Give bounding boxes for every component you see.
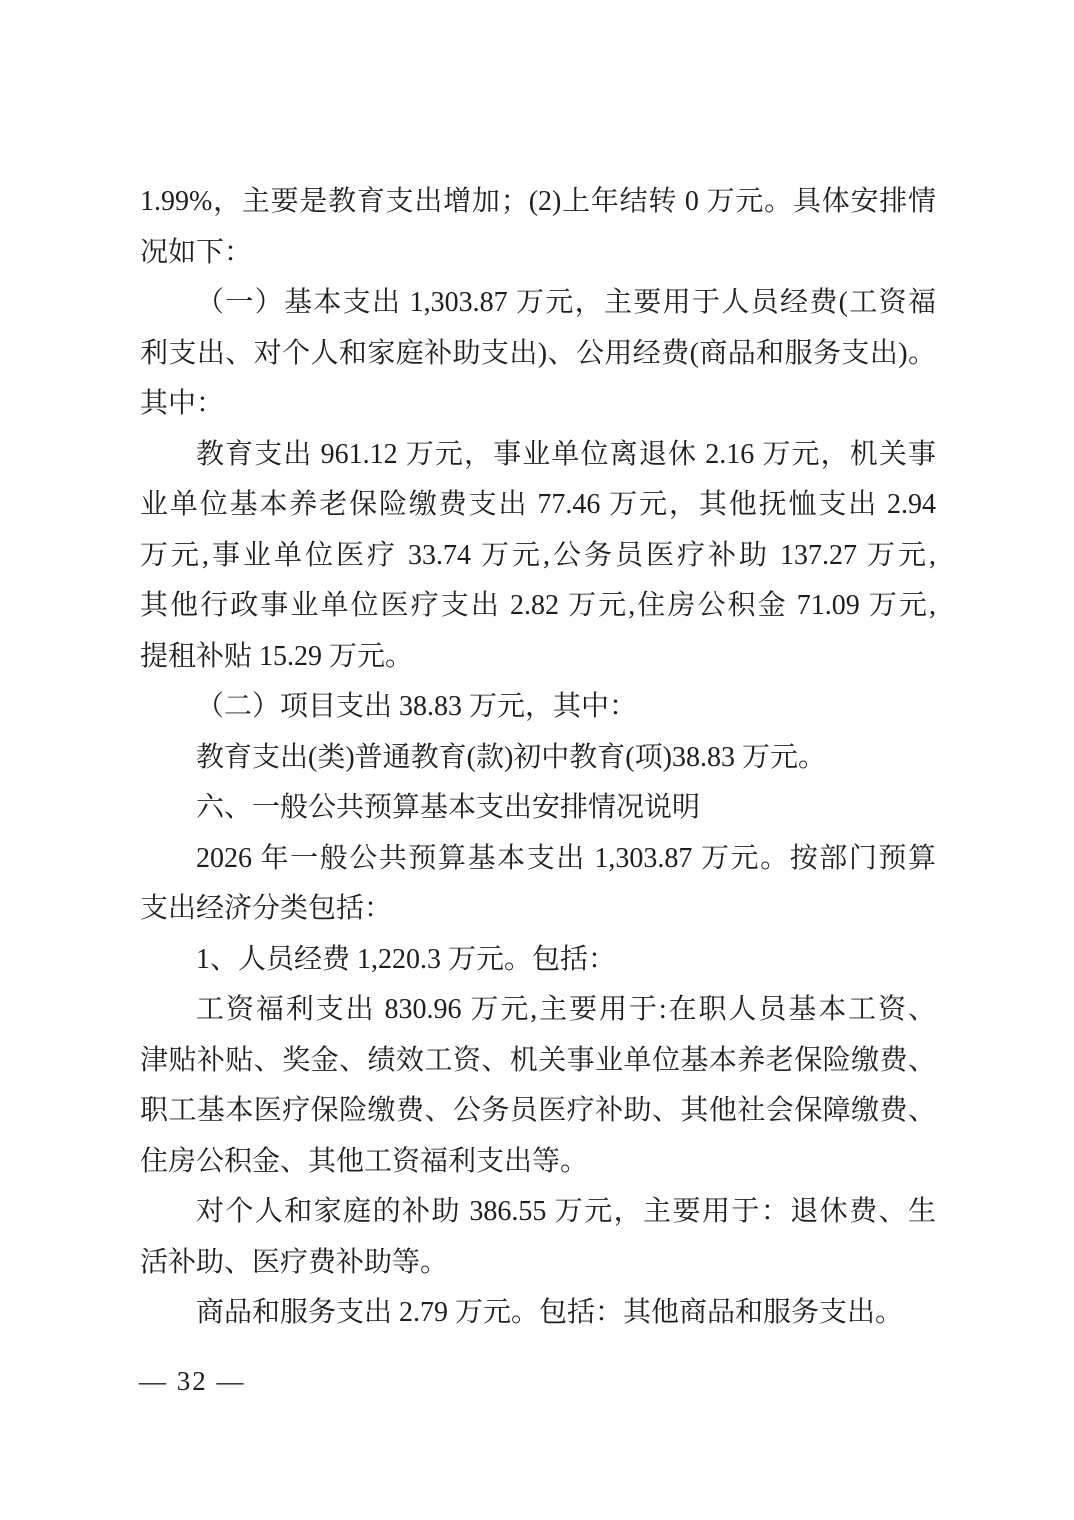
text-line: 2026 年一般公共预算基本支出 1,303.87 万元。按部门预算 (196, 842, 936, 874)
text-line: 教育支出 961.12 万元，事业单位离退休 2.16 万元，机关事 (196, 438, 936, 470)
text-line: （一）基本支出 1,303.87 万元，主要用于人员经费(工资福 (196, 287, 936, 318)
text-line: 工资福利支出 830.96 万元,主要用于:在职人员基本工资、 (196, 994, 936, 1025)
text-line: （二）项目支出 38.83 万元，其中： (196, 691, 638, 722)
text-line: 1.99%，主要是教育支出增加；(2)上年结转 0 万元。具体安排情 (140, 186, 936, 217)
text-line: 其中： (140, 388, 225, 419)
text-line: 职工基本医疗保险缴费、公务员医疗补助、其他社会保障缴费、 (140, 1095, 936, 1126)
page-number: — 32 — (139, 1366, 246, 1396)
text-line: 津贴补贴、奖金、绩效工资、机关事业单位基本养老保险缴费、 (140, 1044, 936, 1076)
text-line: 业单位基本养老保险缴费支出 77.46 万元，其他抚恤支出 2.94 (140, 489, 936, 520)
text-line: 提租补贴 15.29 万元。 (140, 640, 414, 672)
text-line: 商品和服务支出 2.79 万元。包括：其他商品和服务支出。 (196, 1297, 904, 1328)
text-line: 活补助、医疗费补助等。 (140, 1246, 449, 1278)
text-line: 利支出、对个人和家庭补助支出)、公用经费(商品和服务支出)。 (140, 337, 936, 369)
text-line: 况如下： (140, 236, 253, 268)
text-line: 住房公积金、其他工资福利支出等。 (140, 1145, 589, 1177)
text-line: 对个人和家庭的补助 386.55 万元，主要用于：退休费、生 (196, 1196, 936, 1227)
text-line: 支出经济分类包括： (140, 893, 393, 924)
document-body (140, 177, 936, 1339)
text-line: 教育支出(类)普通教育(款)初中教育(项)38.83 万元。 (196, 741, 826, 773)
text-line: 万元,事业单位医疗 33.74 万元,公务员医疗补助 137.27 万元, (140, 539, 936, 571)
section-heading: 六、一般公共预算基本支出安排情况说明 (196, 792, 701, 823)
text-line: 其他行政事业单位医疗支出 2.82 万元,住房公积金 71.09 万元, (140, 590, 936, 621)
text-line: 1、人员经费 1,220.3 万元。包括： (196, 943, 617, 975)
